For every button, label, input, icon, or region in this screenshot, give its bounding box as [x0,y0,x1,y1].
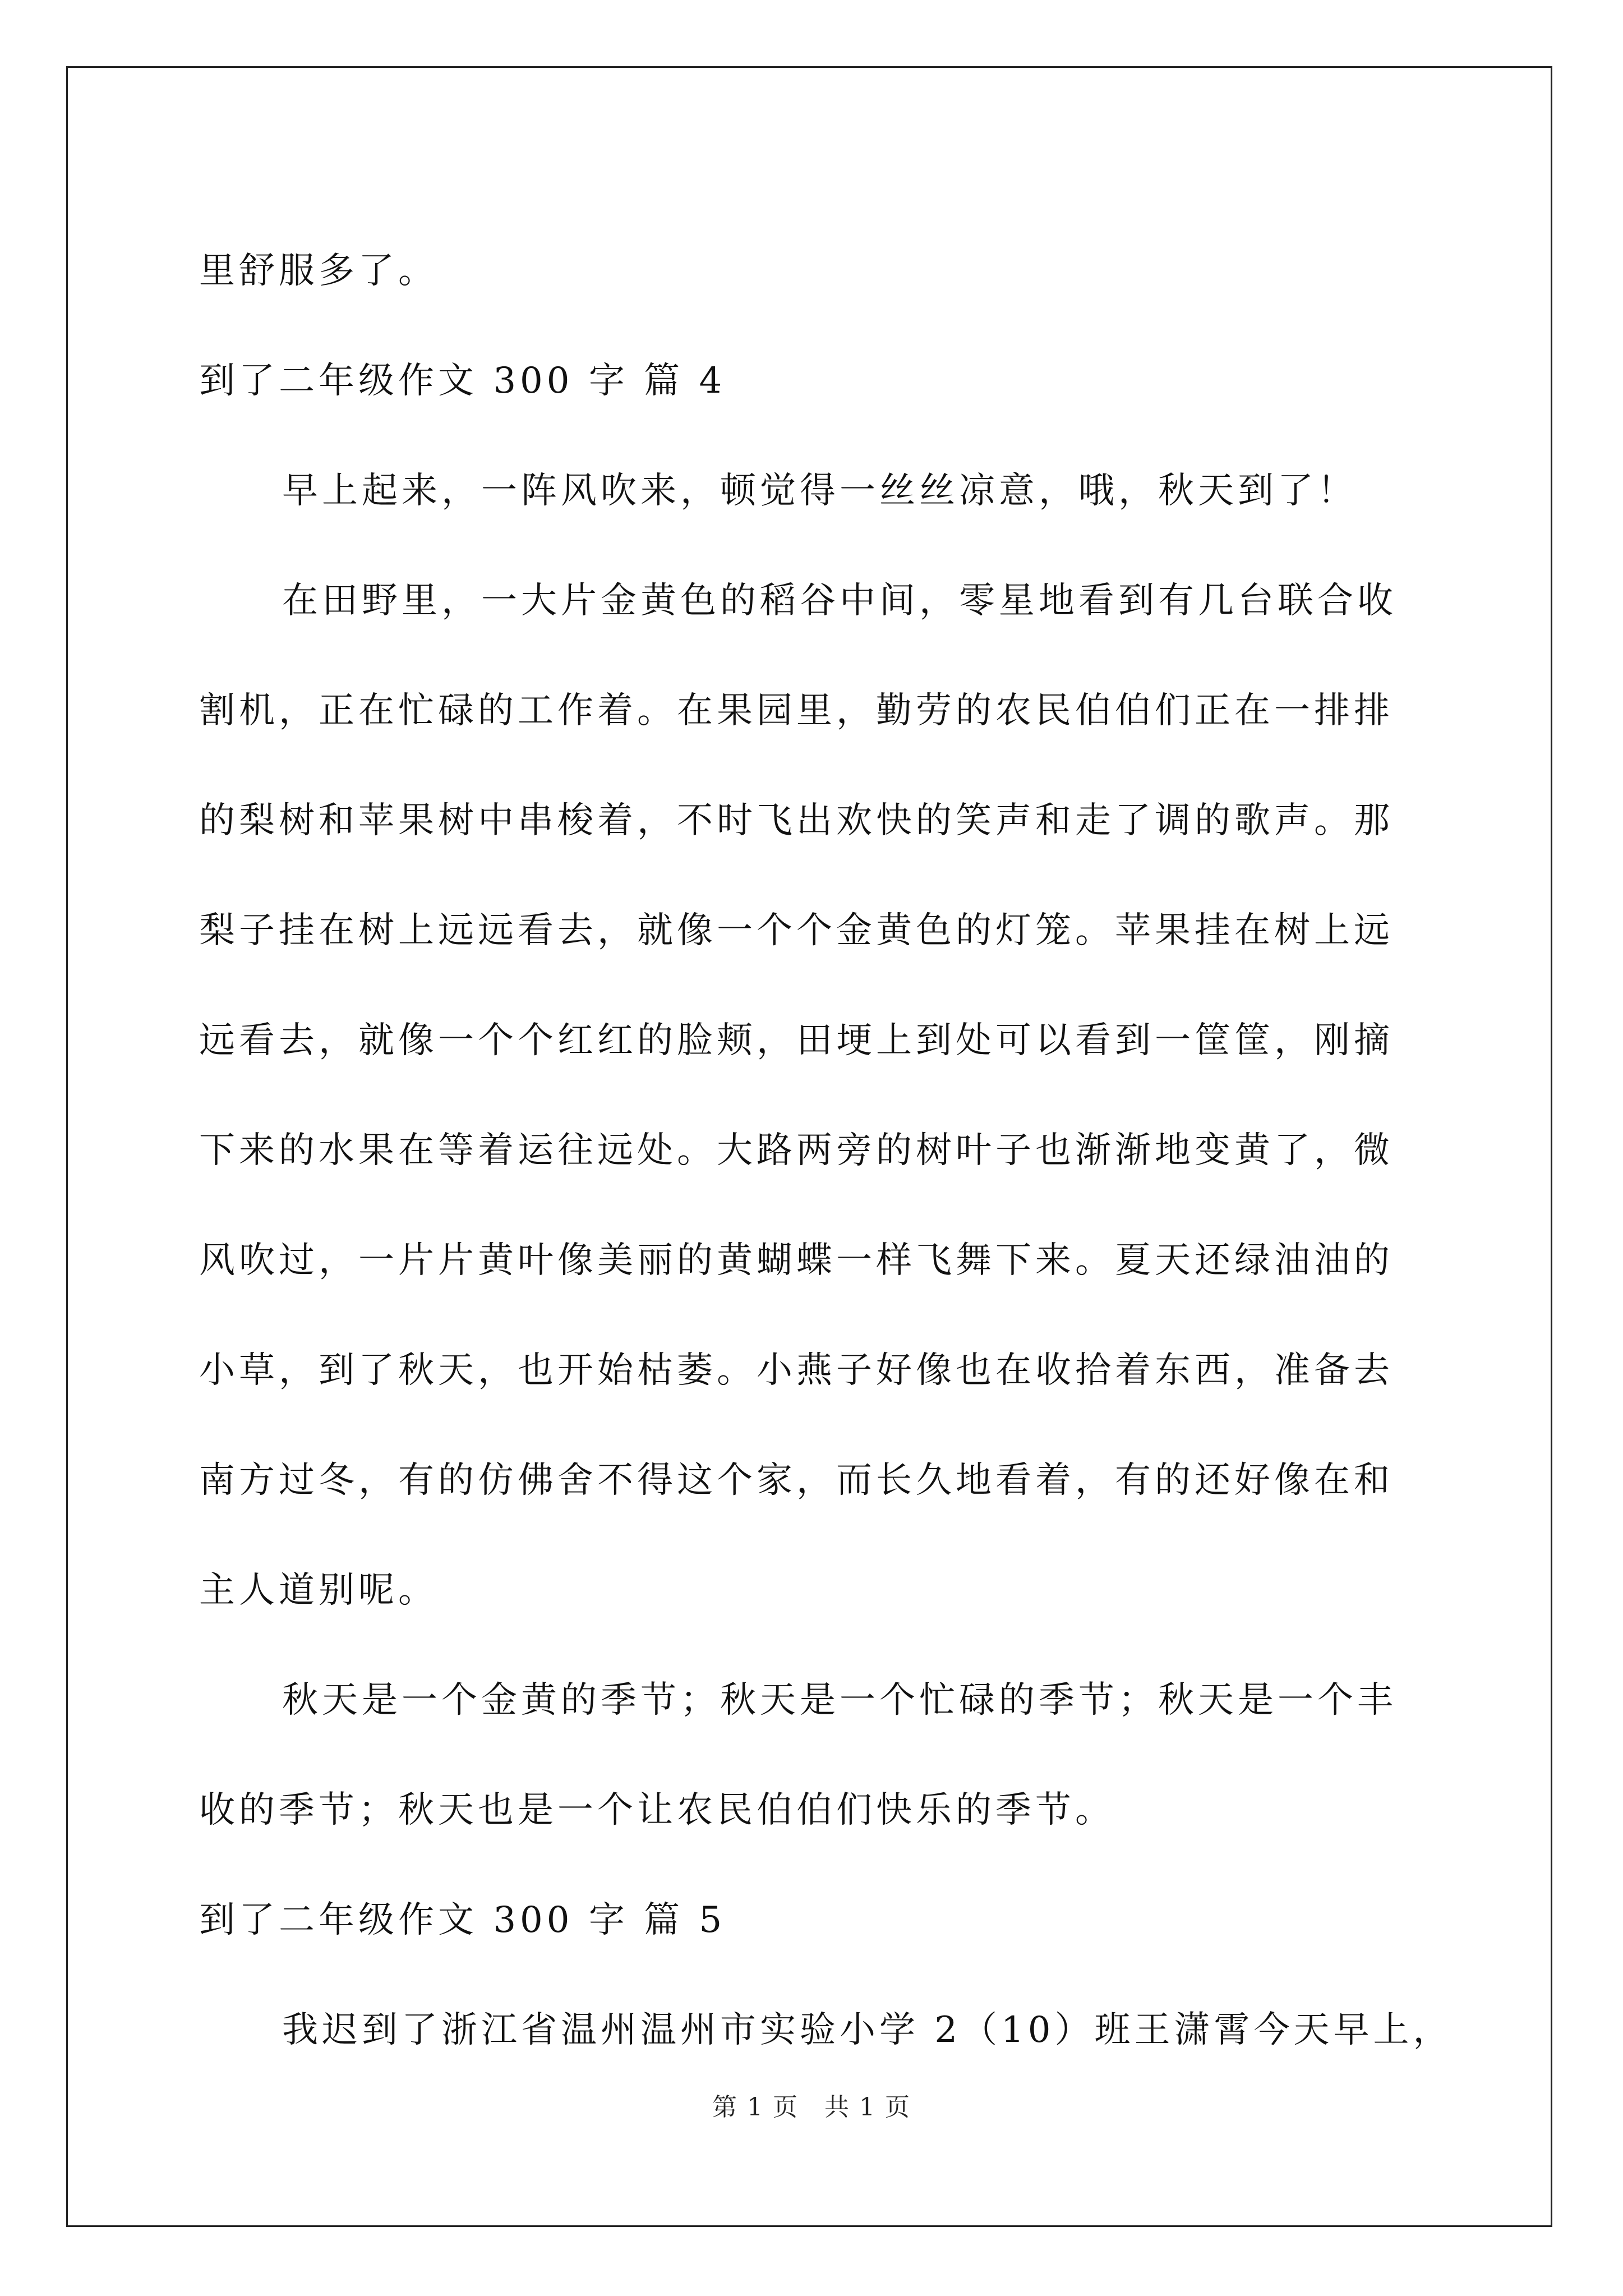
paragraph-line: 割机，正在忙碌的工作着。在果园里，勤劳的农民伯伯们正在一排排 [199,690,1394,731]
text-line: 里舒服多了。 [199,250,438,292]
paragraph-line: 收的季节；秋天也是一个让农民伯伯们快乐的季节。 [199,1789,1115,1831]
paragraph-line: 梨子挂在树上远远看去，就像一个个金黄色的灯笼。苹果挂在树上远 [199,910,1394,951]
section-heading: 到了二年级作文 300 字 篇 4 [199,360,726,402]
paragraph-line: 南方过冬，有的仿佛舍不得这个家，而长久地看着，有的还好像在和 [199,1460,1394,1501]
paragraph-line: 我迟到了浙江省温州温州市实验小学 2（10）班王潇霄今天早上， [282,2009,1453,2051]
paragraph-line: 下来的水果在等着运往远处。大路两旁的树叶子也渐渐地变黄了，微 [199,1130,1394,1171]
paragraph-line: 早上起来，一阵风吹来，顿觉得一丝丝凉意，哦，秋天到了！ [282,470,1357,512]
paragraph-line: 风吹过，一片片黄叶像美丽的黄蝴蝶一样飞舞下来。夏天还绿油油的 [199,1240,1394,1281]
paragraph-line: 秋天是一个金黄的季节；秋天是一个忙碌的季节；秋天是一个丰 [282,1680,1397,1721]
page-footer: 第 1 页 共 1 页 [712,2093,911,2122]
paragraph-line: 在田野里，一大片金黄色的稻谷中间，零星地看到有几台联合收 [282,580,1397,622]
document-body [199,216,1453,2085]
paragraph-line: 远看去，就像一个个红红的脸颊，田埂上到处可以看到一筐筐，刚摘 [199,1020,1394,1061]
section-heading: 到了二年级作文 300 字 篇 5 [199,1899,726,1941]
paragraph-line: 主人道别呢。 [199,1570,438,1611]
paragraph-line: 小草，到了秋天，也开始枯萎。小燕子好像也在收拾着东西，准备去 [199,1350,1394,1391]
paragraph-line: 的梨树和苹果树中串梭着，不时飞出欢快的笑声和走了调的歌声。那 [199,800,1394,841]
